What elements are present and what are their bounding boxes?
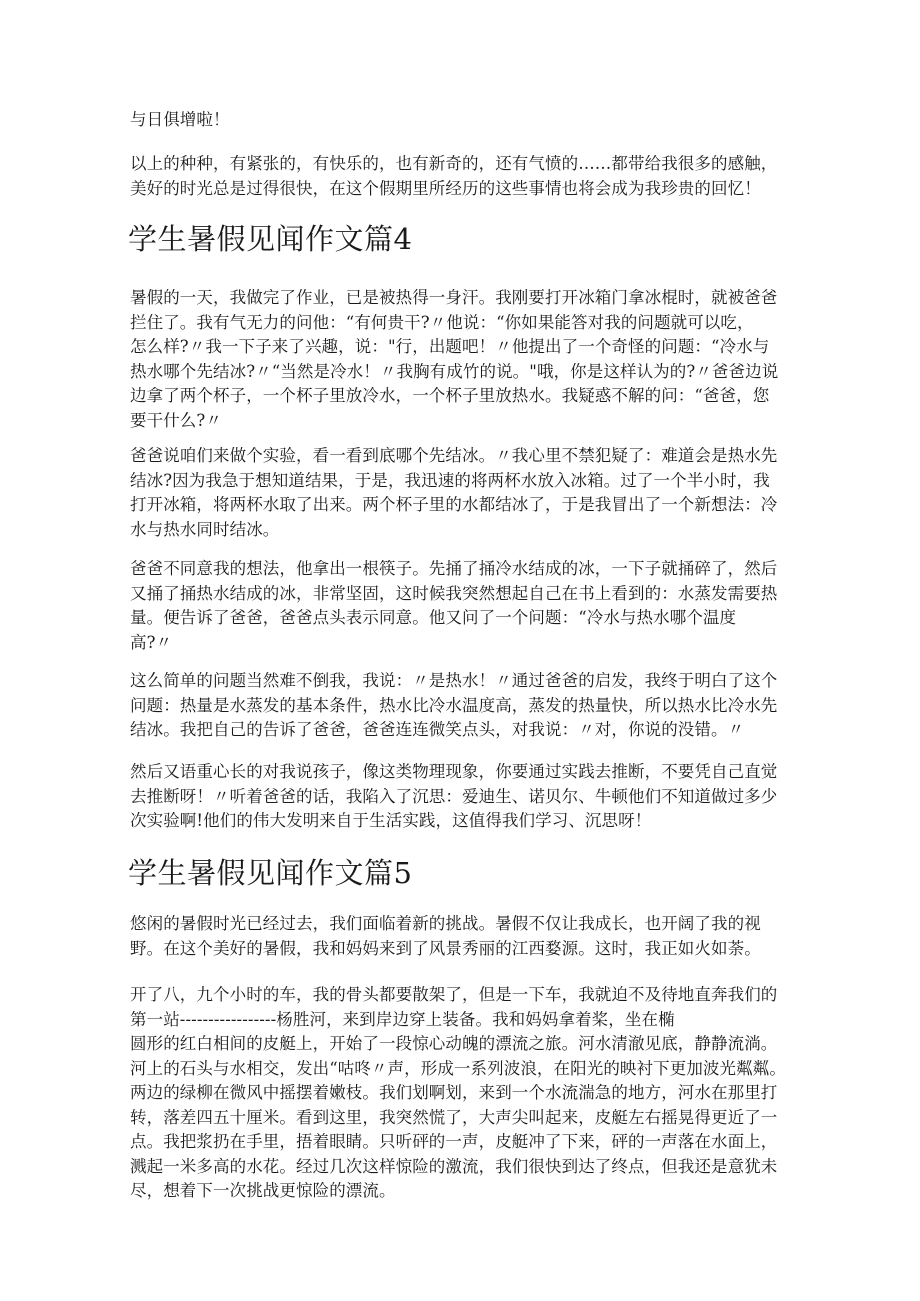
paragraph-essay4-4 bbox=[130, 669, 810, 743]
paragraph-essay4-5 bbox=[130, 760, 810, 834]
text-line: 边拿了两个杯子，一个杯子里放冷水，一个杯子里放热水。我疑惑不解的问：“爸爸，您 bbox=[130, 386, 770, 405]
text-line: 以上的种种，有紧张的，有快乐的，也有新奇的，还有气愤的……都带给我很多的感触， bbox=[130, 154, 778, 173]
text-line: 转，落差四五十厘米。看到这里，我突然慌了，大声尖叫起来，皮艇左右摇晃得更近了一 bbox=[130, 1107, 778, 1127]
text-line: 拦住了。我有气无力的问他：“有何贵干?〃他说：“你如果能答对我的问题就可以吃， bbox=[130, 312, 754, 332]
text-line: 打开冰箱，将两杯水取了出来。两个杯子里的水都结冰了，于是我冒出了一个新想法：冷 bbox=[130, 495, 778, 514]
text-line: 量。便告诉了爸爸，爸爸点头表示同意。他又问了一个问题：“冷水与热水哪个温度 bbox=[130, 608, 737, 627]
text-line: 怎么样?〃我一下子来了兴趣，说："行，出题吧！〃他提出了一个奇怪的问题：“冷水与 bbox=[130, 337, 770, 356]
text-line: 要干什么?〃 bbox=[130, 410, 222, 430]
text-line: 高?〃 bbox=[130, 632, 173, 652]
text-line: 圆形的红白相间的皮艇上，开始了一段惊心动魄的漂流之旅。河水清澈见底，静静流淌。 bbox=[130, 1034, 778, 1053]
paragraph-essay5-2 bbox=[130, 983, 810, 1204]
text-line: 暑假的一天，我做完了作业，已是被热得一身汗。我刚要打开冰箱门拿冰棍时，就被爸爸 bbox=[130, 288, 778, 307]
text-line: 开了八，九个小时的车，我的骨头都要散架了，但是一下车，我就迫不及待地直奔我们的 bbox=[130, 985, 778, 1004]
text-line: 热水哪个先结冰?〃“当然是冷水！〃我胸有成竹的说。"哦，你是这样认为的?〃爸爸边说 bbox=[130, 361, 779, 381]
text-line: 又捅了捅热水结成的冰，非常坚固，这时候我突然想起自己在书上看到的：水蒸发需要热 bbox=[130, 583, 778, 603]
paragraph-closing-intro: 与日俱增啦！ bbox=[130, 110, 230, 129]
text-line: 河上的石头与水相交，发出“咕咚〃声，形成一系列波浪，在阳光的映衬下更加波光粼粼。 bbox=[130, 1058, 786, 1078]
text-line: 水与热水同时结冰。 bbox=[130, 519, 280, 539]
text-line: 第一站-----------------杨胜河，来到岸边穿上装备。我和妈妈拿着桨，坐在椭 bbox=[130, 1009, 675, 1029]
text-line: 爸爸说咱们来做个实验，看一看到底哪个先结冰。〃我心里不禁犯疑了：难道会是热水先 bbox=[130, 446, 778, 465]
paragraph-essay4-3 bbox=[130, 557, 810, 655]
text-line: 结冰。我把自己的告诉了爸爸，爸爸连连微笑点头，对我说：〃对，你说的没错。〃 bbox=[130, 720, 745, 739]
text-line: 溅起一米多高的水花。经过几次这样惊险的激流，我们很快到达了终点，但我还是意犹未 bbox=[130, 1156, 778, 1176]
text-line: 爸爸不同意我的想法，他拿出一根筷子。先捅了捅冷水结成的冰，一下子就捅碎了，然后 bbox=[130, 559, 778, 578]
paragraph-essay4-2 bbox=[130, 444, 810, 542]
text-line: 然后又语重心长的对我说孩子，像这类物理现象，你要通过实践去推断，不要凭自己直觉 bbox=[130, 762, 778, 781]
text-line: 美好的时光总是过得很快，在这个假期里所经历的这些事情也将会成为我珍贵的回忆！ bbox=[130, 178, 761, 198]
text-line: 尽，想着下一次挑战更惊险的漂流。 bbox=[130, 1181, 396, 1200]
paragraph-essay4-1 bbox=[130, 286, 810, 433]
section-heading-4: 学生暑假见闻作文篇4 bbox=[128, 222, 413, 256]
text-line: 问题：热量是水蒸发的基本条件，热水比冷水温度高，蒸发的热量快，所以热水比冷水先 bbox=[130, 695, 778, 715]
text-line: 这么简单的问题当然难不倒我，我说：〃是热水！〃通过爸爸的启发，我终于明白了这个 bbox=[130, 671, 778, 690]
text-line: 悠闲的暑假时光已经过去，我们面临着新的挑战。暑假不仅让我成长，也开阔了我的视 bbox=[130, 914, 761, 933]
text-line: 点。我把浆扔在手里，捂着眼睛。只听砰的一声，皮艇冲了下来，砰的一声落在水面上， bbox=[130, 1132, 778, 1151]
text-line: 结冰?因为我急于想知道结果，于是，我迅速的将两杯水放入冰箱。过了一个半小时，我 bbox=[130, 470, 770, 490]
text-line: 野。在这个美好的暑假，我和妈妈来到了风景秀丽的江西婺源。这时，我正如火如荼。 bbox=[130, 938, 761, 958]
section-heading-5: 学生暑假见闻作文篇5 bbox=[128, 856, 413, 890]
text-line: 去推断呀！〃听着爸爸的话，我陷入了沉思：爱迪生、诺贝尔、牛顿他们不知道做过多少 bbox=[130, 786, 778, 806]
paragraph-summary bbox=[130, 152, 810, 201]
text-line: 两边的绿柳在微风中摇摆着嫩枝。我们划啊划，来到一个水流湍急的地方，河水在那里打 bbox=[130, 1083, 778, 1102]
paragraph-essay5-1 bbox=[130, 912, 810, 961]
text-line: 次实验啊!他们的伟大发明来自于生活实践，这值得我们学习、沉思呀！ bbox=[130, 811, 652, 830]
